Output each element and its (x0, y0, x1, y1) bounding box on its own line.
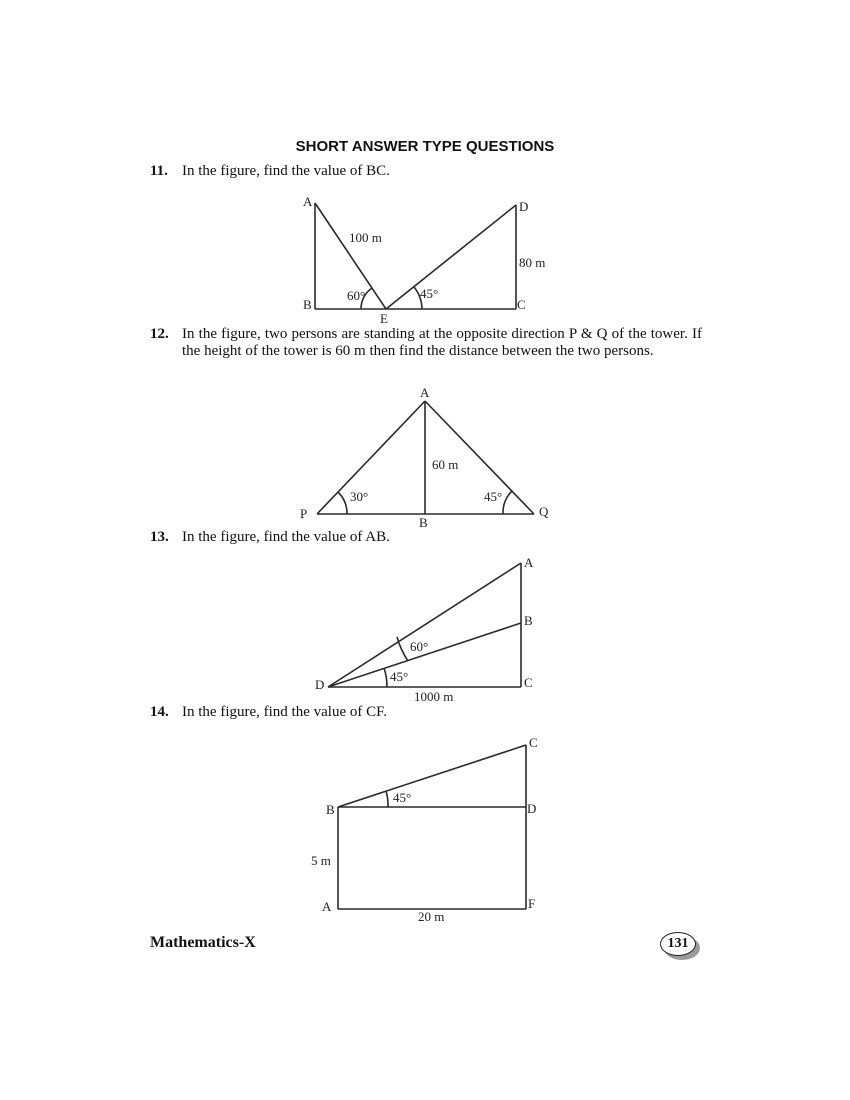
point-label-e: E (380, 311, 388, 326)
angle-arc-cbd (386, 791, 388, 807)
point-label-b: B (303, 297, 312, 312)
page-number-badge: 131 (660, 932, 696, 956)
point-label-a: A (524, 555, 534, 570)
height-label-ab: 60 m (432, 457, 459, 472)
point-label-c: C (529, 735, 538, 750)
section-heading: SHORT ANSWER TYPE QUESTIONS (295, 138, 555, 155)
angle-label-cbd: 45° (393, 790, 412, 805)
length-label-ae: 100 m (349, 230, 382, 245)
point-label-b: B (326, 802, 335, 817)
question-12-text: In the figure, two persons are standing at the opposite direction P & Q of the tower. If the height of the tower is 60 m then find the distance between the two persons. (182, 326, 702, 359)
angle-label-aeb: 60° (347, 288, 366, 303)
question-11-number: 11. (150, 163, 168, 179)
point-label-a: A (420, 385, 430, 400)
point-label-b: B (524, 613, 533, 628)
length-label-dc: 80 m (519, 255, 546, 270)
point-label-f: F (528, 896, 536, 911)
point-label-d: D (527, 801, 537, 816)
angle-label-bdc: 45° (390, 669, 409, 684)
point-label-d: D (315, 677, 325, 692)
angle-label-q: 45° (484, 489, 503, 504)
question-13-text: In the figure, find the value of AB. (182, 529, 390, 545)
angle-label-p: 30° (350, 489, 369, 504)
question-12-number: 12. (150, 326, 169, 342)
length-label-dc: 1000 m (414, 689, 454, 704)
point-label-d: D (519, 199, 529, 214)
point-label-c: C (517, 297, 526, 312)
footer-subject: Mathematics-X (150, 934, 256, 951)
point-label-b: B (419, 515, 428, 530)
question-14-number: 14. (150, 704, 169, 720)
question-11-text: In the figure, find the value of BC. (182, 163, 390, 179)
segment-bc (338, 745, 526, 807)
point-label-q: Q (539, 504, 549, 519)
angle-label-dec: 45° (420, 286, 439, 301)
length-label-af: 20 m (418, 909, 445, 924)
question-14-text: In the figure, find the value of CF. (182, 704, 387, 720)
length-label-ab: 5 m (311, 853, 331, 868)
question-13-number: 13. (150, 529, 169, 545)
point-label-c: C (524, 675, 533, 690)
point-label-p: P (300, 506, 308, 521)
point-label-a: A (322, 899, 332, 914)
angle-label-adc: 60° (410, 639, 429, 654)
point-label-a: A (303, 194, 313, 209)
